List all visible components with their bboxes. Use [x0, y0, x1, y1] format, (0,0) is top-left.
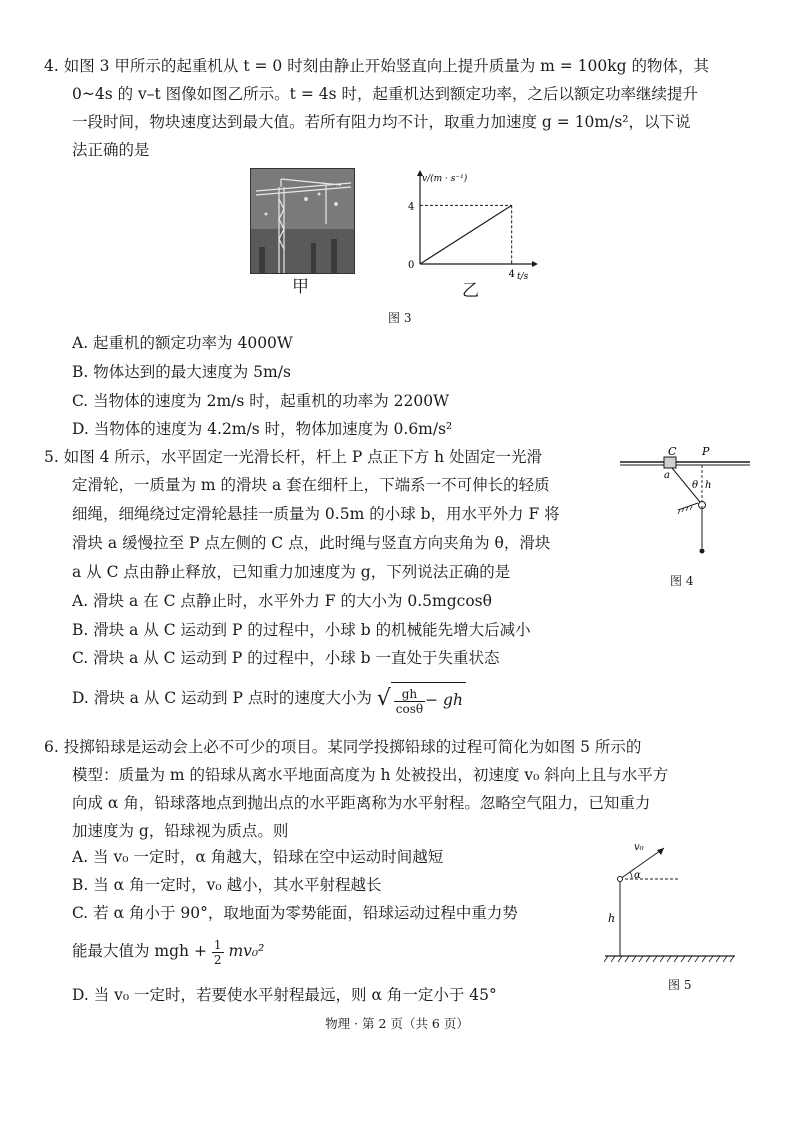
- ground-hatch-mark: [681, 956, 685, 962]
- ground-hatch-mark: [660, 956, 664, 962]
- q4-line-4: 法正确的是: [72, 141, 150, 159]
- page-footer: 物理 · 第 2 页（共 6 页）: [325, 1016, 469, 1031]
- ground-hatch-mark: [632, 956, 636, 962]
- q6-line-2: 模型：质量为 m 的铅球从离水平地面高度为 h 处被投出，初速度 v₀ 斜向上且与水平方: [72, 766, 669, 784]
- q6-option-c-line-2: [72, 936, 264, 967]
- x-axis-arrow: [532, 261, 538, 267]
- vt-graph: [392, 168, 542, 283]
- q5-d-tail: − gh: [425, 691, 463, 709]
- q6-c-fraction: [212, 938, 224, 967]
- sqrt-expression: [377, 682, 466, 716]
- q6-option-d: D. 当 v₀ 一定时，若要使水平射程最远，则 α 角一定小于 45°: [72, 986, 497, 1004]
- shot-put-ball: [618, 877, 623, 882]
- q5-d-numerator: gh: [394, 687, 425, 702]
- crane-photo-drawing: [251, 169, 354, 273]
- label-h-fig5: h: [608, 912, 616, 925]
- ground-hatch-mark: [667, 956, 671, 962]
- q6-c-denominator: 2: [213, 952, 222, 967]
- shot-put-figure: [600, 838, 740, 968]
- vt-series-line: [420, 205, 512, 264]
- q6-option-b: B. 当 α 角一定时，v₀ 越小，其水平射程越长: [72, 876, 382, 894]
- ground-hatch-mark: [709, 956, 713, 962]
- sqrt-sign: √: [376, 685, 391, 711]
- ground-hatch-mark: [702, 956, 706, 962]
- q5-line-1: 5. 如图 4 所示，水平固定一光滑长杆，杆上 P 点正下方 h 处固定一光滑: [44, 448, 543, 466]
- q4-option-b: B. 物体达到的最大速度为 5m/s: [72, 363, 291, 381]
- q6-line-3: 向成 α 角，铅球落地点到抛出点的水平距离称为水平射程。忽略空气阻力，已知重力: [72, 794, 651, 812]
- x-tick-label: 4: [508, 269, 516, 280]
- q4-option-a: A. 起重机的额定功率为 4000W: [72, 334, 293, 352]
- q5-line-2: 定滑轮，一质量为 m 的滑块 a 套在细杆上，下端系一不可伸长的轻质: [72, 476, 550, 494]
- velocity-arrow: [657, 848, 664, 855]
- ground-hatch-mark: [730, 956, 734, 962]
- q5-option-b: B. 滑块 a 从 C 运动到 P 的过程中，小球 b 的机械能先增大后减小: [72, 621, 531, 639]
- label-jia: 甲: [292, 277, 309, 297]
- label-a: a: [664, 470, 670, 481]
- figure-5-caption: 图 5: [668, 978, 692, 992]
- pulley-mount: [678, 503, 698, 510]
- q4-option-d: D. 当物体的速度为 4.2m/s 时，物体加速度为 0.6m/s²: [72, 420, 453, 438]
- figure-3-caption: 图 3: [388, 311, 412, 325]
- q4-line-1: 4. 如图 3 甲所示的起重机从 t = 0 时刻由静止开始竖直向上提升质量为 m = 100kg 的物体，其: [44, 57, 710, 75]
- q4-line-3: 一段时间，物块速度达到最大值。若所有阻力均不计，取重力加速度 g = 10m/s²，以下说: [72, 113, 691, 131]
- q6-c-numerator: 1: [213, 937, 222, 952]
- ground-hatch-mark: [723, 956, 727, 962]
- q5-d-fraction: [394, 687, 425, 716]
- q6-option-c-line-1: C. 若 α 角小于 90°，取地面为零势能面，铅球运动过程中重力势: [72, 904, 518, 922]
- y-axis-label: v/(m · s⁻¹): [422, 174, 468, 184]
- label-c: C: [668, 445, 677, 458]
- q5-option-c: C. 滑块 a 从 C 运动到 P 的过程中，小球 b 一直处于失重状态: [72, 649, 500, 667]
- q6-c-tail: mv₀²: [228, 942, 265, 960]
- q6-c-prefix: 能最大值为 mgh +: [72, 942, 207, 960]
- x-axis-label: t/s: [517, 272, 529, 282]
- crane-photo: [250, 168, 355, 274]
- pulley-figure: [618, 444, 753, 562]
- ground-hatch-mark: [688, 956, 692, 962]
- ground-hatch-mark: [611, 956, 615, 962]
- ground-hatch-mark: [604, 956, 608, 962]
- label-alpha: α: [634, 870, 641, 881]
- q6-line-1: 6. 投掷铅球是运动会上必不可少的项目。某同学投掷铅球的过程可简化为如图 5 所示的: [44, 738, 642, 756]
- angle-arc: [630, 872, 632, 879]
- ball-b: [700, 549, 705, 554]
- q5-d-denominator: cosθ: [395, 701, 424, 716]
- q5-line-3: 细绳，细绳绕过定滑轮悬挂一质量为 0.5m 的小球 b，用水平外力 F 将: [72, 505, 560, 523]
- ground-hatch-mark: [639, 956, 643, 962]
- q5-option-d-prefix: D. 滑块 a 从 C 运动到 P 点时的速度大小为: [72, 688, 372, 707]
- y-tick-label: 4: [408, 201, 415, 213]
- ground-hatch-mark: [695, 956, 699, 962]
- q5-option-d: [72, 682, 466, 716]
- figure-4-caption: 图 4: [670, 574, 694, 588]
- ground-hatch: [604, 956, 734, 962]
- slider-a: [664, 457, 676, 468]
- q5-line-5: a 从 C 点由静止释放，已知重力加速度为 g，下列说法正确的是: [72, 563, 511, 581]
- q4-line-2: 0~4s 的 v–t 图像如图乙所示。t = 4s 时，起重机达到额定功率，之后以额定功率继续提升: [72, 85, 698, 103]
- q6-option-a: A. 当 v₀ 一定时，α 角越大，铅球在空中运动时间越短: [72, 848, 444, 866]
- ground-hatch-mark: [625, 956, 629, 962]
- ground-hatch-mark: [646, 956, 650, 962]
- q5-option-a: A. 滑块 a 在 C 点静止时，水平外力 F 的大小为 0.5mgcosθ: [72, 592, 492, 610]
- ground-hatch-mark: [618, 956, 622, 962]
- q6-line-4: 加速度为 g，铅球视为质点。则: [72, 822, 289, 840]
- ground-hatch-mark: [653, 956, 657, 962]
- label-v0: v₀: [634, 842, 644, 853]
- label-yi: 乙: [462, 281, 479, 301]
- origin-label: 0: [408, 260, 415, 271]
- label-theta: θ: [692, 480, 699, 491]
- sqrt-radicand: [391, 682, 466, 716]
- ground-hatch-mark: [674, 956, 678, 962]
- ground-hatch-mark: [716, 956, 720, 962]
- label-h: h: [705, 480, 712, 491]
- q5-line-4: 滑块 a 缓慢拉至 P 点左侧的 C 点，此时绳与竖直方向夹角为 θ，滑块: [72, 534, 551, 552]
- label-p: P: [702, 445, 710, 458]
- q4-option-c: C. 当物体的速度为 2m/s 时，起重机的功率为 2200W: [72, 392, 450, 410]
